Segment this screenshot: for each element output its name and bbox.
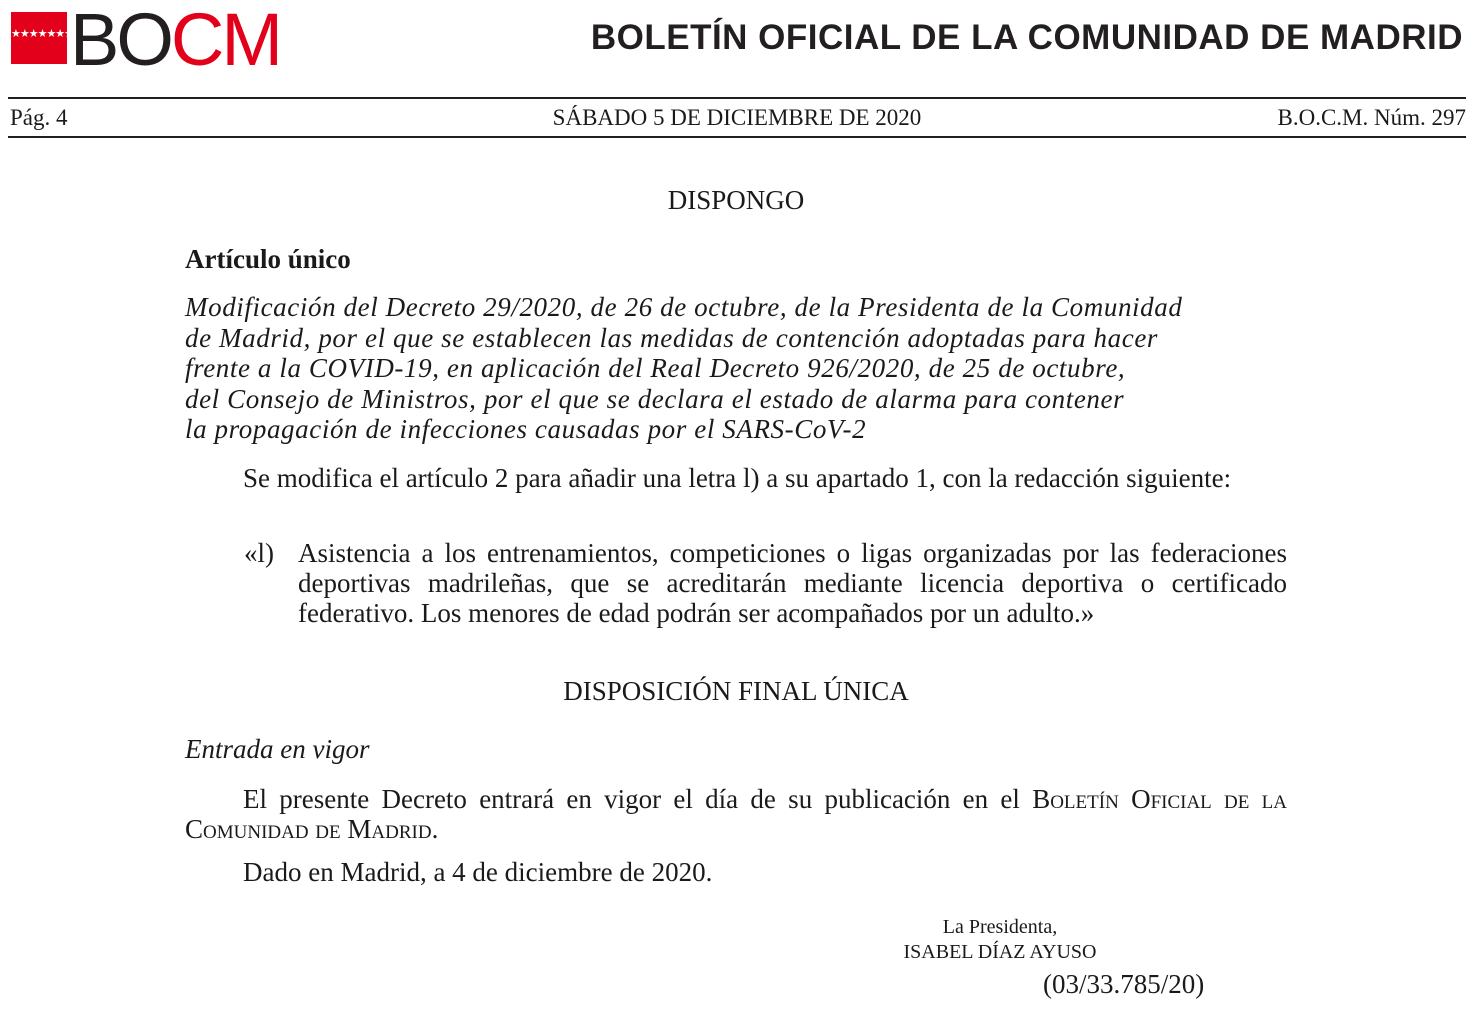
item-mark: «l) [244,538,274,568]
logo-cm: CM [170,0,281,81]
article-title: Artículo único [185,244,351,274]
entry-text-start: El presente Decreto entrará en vigor el día de su publicación en el [243,784,1033,814]
dispongo-heading: DISPONGO [667,185,805,215]
masthead [0,0,1481,100]
header-rule-top [8,97,1466,99]
info-bar [8,101,1466,135]
signature-name: ISABEL DÍAZ AYUSO [903,941,1097,963]
gazette-name-smallcaps: Boletín Oficial de la Comunidad de Madrid [185,784,1287,844]
page-number: Pág. 4 [10,105,68,130]
given-line: Dado en Madrid, a 4 de diciembre de 2020. [243,857,713,887]
signature-role: La Presidenta, [942,916,1058,938]
logo-bo: BO [70,0,171,81]
entry-heading: Entrada en vigor [185,734,370,764]
document-reference: (03/33.785/20) [1043,969,1205,999]
madrid-flag-icon [11,12,74,64]
modify-paragraph: Se modifica el artículo 2 para añadir una letra l) a su apartado 1, con la redacción siguiente: [243,463,1232,493]
entry-paragraph [185,784,1287,844]
subtitle-line: del Consejo de Ministros, por el que se declara el estado de alarma para contener [185,383,1125,414]
bocm-logo [70,0,281,81]
subtitle-line: de Madrid, por el que se establecen las medidas de contención adoptadas para hacer [185,322,1159,353]
entry-text-end: . [431,814,439,844]
amendment-item [244,538,1287,628]
stars-icon: ★★★★★★★ [11,27,74,40]
final-disposition-heading: DISPOSICIÓN FINAL ÚNICA [563,676,909,706]
header-rule-bottom [8,136,1466,138]
subtitle-line: Modificación del Decreto 29/2020, de 26 de octubre, de la Presidenta de la Comunidad [185,292,1183,322]
issue-number: B.O.C.M. Núm. 297 [1277,105,1466,130]
subtitle-line: la propagación de infecciones causadas por el SARS-CoV-2 [185,414,867,444]
publication-date: SÁBADO 5 DE DICIEMBRE DE 2020 [552,105,922,130]
item-text: Asistencia a los entrenamientos, competiciones o ligas organizadas por las federaciones deportivas madrileñas, que se acreditarán mediante licencia deportiva o certificado federativo. Los menores de edad podrán ser acompañados por un adulto.» [298,538,1287,628]
article-subtitle [185,292,1287,445]
subtitle-line: frente a la COVID-19, en aplicación del Real Decreto 926/2020, de 25 de octubre, [185,353,1126,383]
gazette-title: BOLETÍN OFICIAL DE LA COMUNIDAD DE MADRID [590,18,1463,57]
